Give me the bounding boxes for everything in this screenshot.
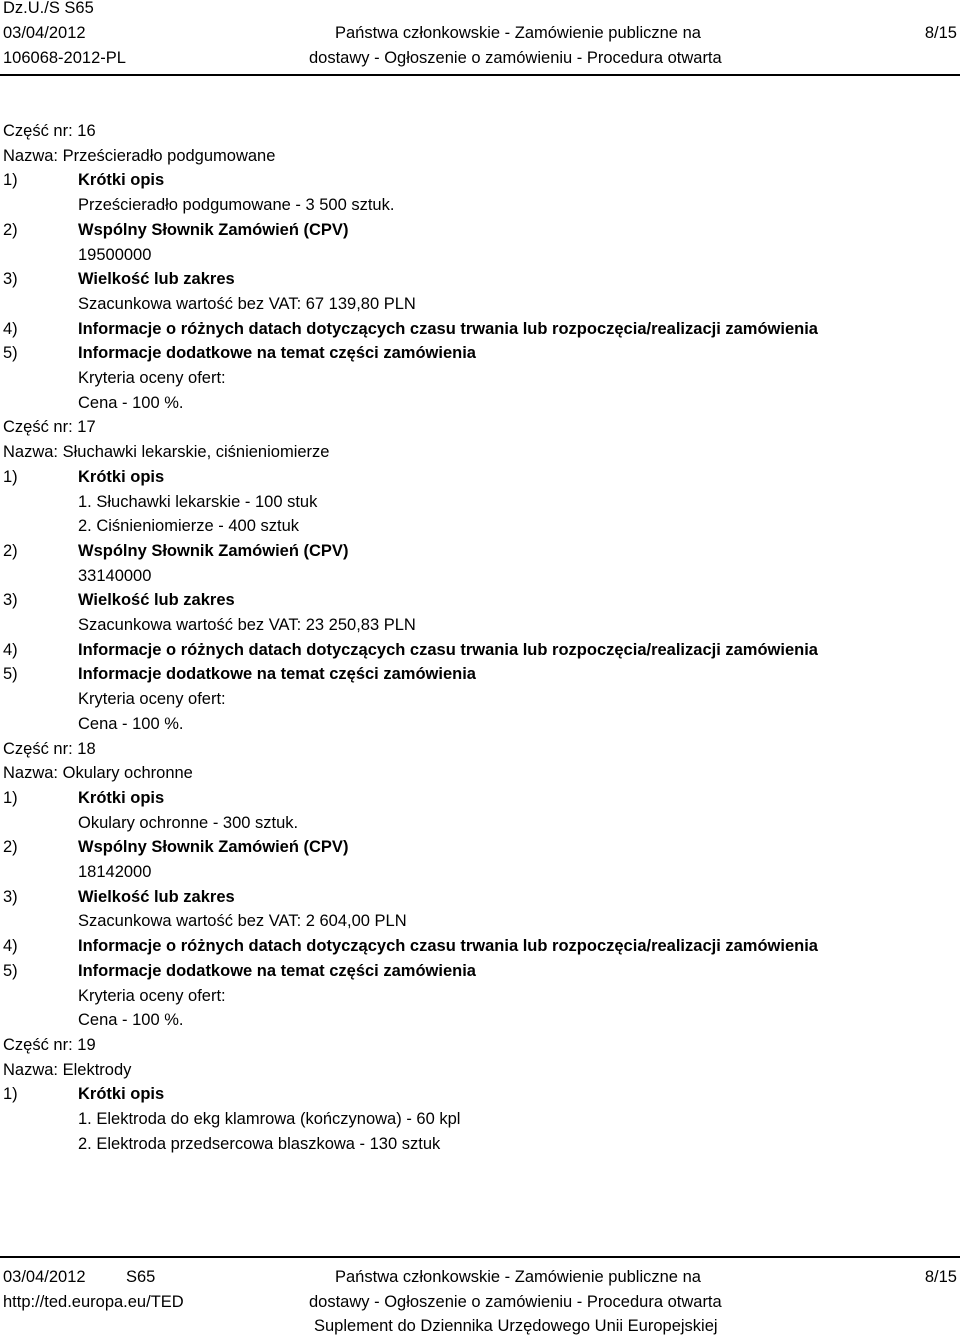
section-heading-text: Krótki opis [78, 1085, 165, 1104]
footer-title-line1: Państwa członkowskie - Zamówienie publiczne na [335, 1268, 701, 1286]
section-number: 2) [3, 838, 18, 857]
header-title-line2: dostawy - Ogłoszenie o zamówieniu - Procedura otwarta [309, 49, 722, 67]
criteria-value: Cena - 100 %. [78, 714, 184, 733]
section-short-description [3, 787, 164, 809]
section-quantity [3, 589, 235, 611]
description-line: 2. Ciśnieniomierze - 400 sztuk [78, 517, 300, 536]
section-number: 3) [3, 887, 18, 906]
field-value: Elektrody [62, 1060, 132, 1079]
section-heading-text: Krótki opis [78, 171, 165, 190]
part-number [3, 416, 96, 438]
cpv-code: 19500000 [78, 245, 152, 264]
section-heading-text: Wielkość lub zakres [78, 591, 235, 610]
section-heading-text: Informacje o różnych datach dotyczących czasu trwania lub rozpoczęcia/realizacji zamówienia [78, 319, 818, 338]
section-short-description [3, 169, 164, 191]
criteria-label: Kryteria oceny ofert: [78, 369, 226, 387]
section-number: 3) [3, 591, 18, 610]
section-number: 1) [3, 171, 18, 190]
criteria-value: Cena - 100 %. [78, 1011, 184, 1030]
field-value: 18 [77, 739, 96, 758]
section-heading-text: Informacje dodatkowe na temat części zamówienia [78, 665, 476, 684]
section-number: 5) [3, 344, 18, 363]
field-label: Część nr: [3, 1035, 78, 1054]
section-short-description [3, 466, 164, 488]
section-heading-text: Wspólny Słownik Zamówień (CPV) [78, 220, 349, 239]
cpv-code: 18142000 [78, 863, 152, 881]
section-additional-info [3, 960, 476, 982]
section-number: 2) [3, 541, 18, 560]
footer-page-number: 8/15 [924, 1268, 957, 1286]
section-dates [3, 935, 818, 957]
part-number [3, 120, 96, 142]
section-short-description [3, 1083, 164, 1105]
page-footer [0, 1264, 960, 1334]
header-title-line1: Państwa członkowskie - Zamówienie publiczne na [335, 24, 701, 42]
part-name [3, 1059, 131, 1081]
section-heading-text: Informacje o różnych datach dotyczących czasu trwania lub rozpoczęcia/realizacji zamówienia [78, 937, 818, 956]
field-value: Prześcieradło podgumowane [62, 146, 276, 165]
section-number: 5) [3, 961, 18, 980]
section-number: 1) [3, 467, 18, 486]
description-line: Prześcieradło podgumowane - 3 500 sztuk. [78, 196, 395, 215]
page-header [0, 0, 960, 70]
part-name [3, 145, 275, 167]
section-heading-text: Informacje o różnych datach dotyczących czasu trwania lub rozpoczęcia/realizacji zamówienia [78, 640, 818, 659]
field-label: Nazwa: [3, 764, 63, 783]
section-heading-text: Wielkość lub zakres [78, 887, 235, 906]
section-heading-text: Wspólny Słownik Zamówień (CPV) [78, 541, 349, 560]
section-heading-text: Krótki opis [78, 788, 165, 807]
part-number [3, 1034, 96, 1056]
section-heading-text: Wspólny Słownik Zamówień (CPV) [78, 838, 349, 857]
section-additional-info [3, 342, 476, 364]
footer-series: S65 [126, 1268, 156, 1286]
field-label: Nazwa: [3, 1060, 63, 1079]
field-value: 16 [77, 122, 96, 140]
footer-title-line2: dostawy - Ogłoszenie o zamówieniu - Procedura otwarta [309, 1293, 722, 1311]
header-doc-id: 106068-2012-PL [3, 49, 126, 67]
description-line: 1. Elektroda do ekg klamrowa (kończynowa) - 60 kpl [78, 1110, 461, 1128]
section-additional-info [3, 663, 476, 685]
criteria-value: Cena - 100 %. [78, 393, 184, 412]
field-label: Nazwa: [3, 146, 63, 165]
description-line: 2. Elektroda przedsercowa blaszkowa - 130 sztuk [78, 1134, 441, 1153]
criteria-label: Kryteria oceny ofert: [78, 690, 226, 709]
section-cpv [3, 540, 348, 562]
field-value: Okulary ochronne [62, 764, 193, 783]
section-number: 1) [3, 1085, 18, 1104]
estimated-value: Szacunkowa wartość bez VAT: 23 250,83 PLN [78, 616, 416, 634]
section-number: 1) [3, 788, 18, 807]
field-value: 17 [77, 418, 96, 437]
footer-url: http://ted.europa.eu/TED [3, 1293, 184, 1311]
section-number: 5) [3, 665, 18, 684]
description-line: Okulary ochronne - 300 sztuk. [78, 813, 299, 832]
section-heading-text: Krótki opis [78, 467, 165, 486]
part-number [3, 738, 96, 760]
header-rule [0, 74, 960, 76]
footer-date: 03/04/2012 [3, 1268, 86, 1286]
section-quantity [3, 268, 235, 290]
field-label: Część nr: [3, 418, 78, 437]
header-page-number: 8/15 [924, 24, 957, 42]
field-label: Nazwa: [3, 443, 63, 462]
section-number: 4) [3, 640, 18, 659]
section-heading-text: Wielkość lub zakres [78, 270, 235, 289]
section-dates [3, 639, 818, 661]
section-cpv [3, 219, 348, 241]
part-name [3, 762, 193, 784]
field-value: 19 [77, 1035, 96, 1054]
section-heading-text: Informacje dodatkowe na temat części zamówienia [78, 961, 476, 980]
section-number: 3) [3, 270, 18, 289]
estimated-value: Szacunkowa wartość bez VAT: 67 139,80 PLN [78, 294, 416, 313]
criteria-label: Kryteria oceny ofert: [78, 986, 226, 1005]
section-number: 4) [3, 319, 18, 338]
part-name [3, 441, 329, 463]
cpv-code: 33140000 [78, 566, 152, 585]
field-label: Część nr: [3, 739, 78, 758]
footer-rule [0, 1256, 960, 1258]
section-number: 2) [3, 220, 18, 239]
section-cpv [3, 836, 348, 858]
section-number: 4) [3, 937, 18, 956]
section-quantity [3, 886, 235, 908]
journal-ref: Dz.U./S S65 [3, 0, 94, 17]
field-value: Słuchawki lekarskie, ciśnieniomierze [62, 443, 330, 462]
estimated-value: Szacunkowa wartość bez VAT: 2 604,00 PLN [78, 912, 407, 931]
header-date: 03/04/2012 [3, 24, 86, 42]
field-label: Część nr: [3, 122, 78, 140]
section-heading-text: Informacje dodatkowe na temat części zamówienia [78, 344, 476, 363]
footer-title-line3: Suplement do Dziennika Urzędowego Unii Europejskiej [314, 1317, 718, 1335]
section-dates [3, 318, 818, 340]
description-line: 1. Słuchawki lekarskie - 100 stuk [78, 492, 318, 511]
